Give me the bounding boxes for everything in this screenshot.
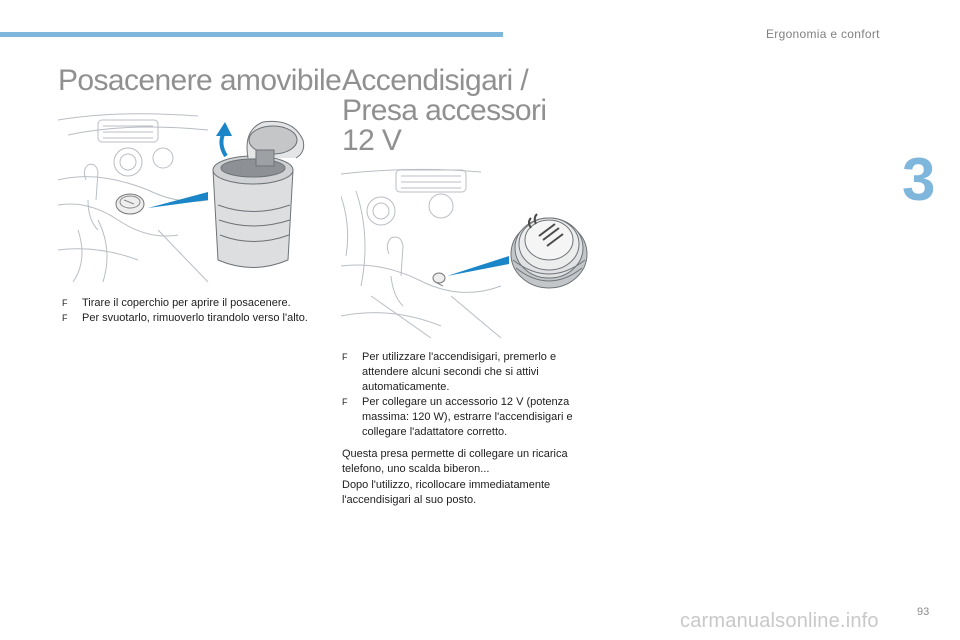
bullet-marker: F: [342, 352, 348, 362]
bullet-marker: F: [62, 298, 68, 308]
list-item-text: Per svuotarlo, rimuoverlo tirandolo verso l'alto.: [82, 312, 308, 324]
header-accent-bar: [0, 32, 503, 37]
curved-arrow-up-icon: [216, 122, 232, 156]
lighter-illustration: [341, 166, 593, 338]
lighter-instructions: [342, 350, 604, 440]
lighter-title: [342, 66, 546, 156]
bullet-marker: F: [62, 313, 68, 323]
lighter-title-line: 12 V: [342, 124, 402, 157]
section-name: Ergonomia e confort: [766, 27, 880, 41]
chapter-number: 3: [902, 146, 936, 213]
page-number: 93: [917, 606, 930, 618]
list-item: [62, 311, 324, 326]
bullet-marker: F: [342, 397, 348, 407]
list-item: [62, 296, 324, 311]
list-item-text: Per utilizzare l'accendisigari, premerlo e attendere alcuni secondi che si attivi automaticamente.: [362, 351, 557, 393]
lighter-note: Dopo l'utilizzo, ricollocare immediatamente l'accendisigari al suo posto.: [342, 479, 551, 506]
list-item: [342, 350, 604, 395]
list-item-text: Tirare il coperchio per aprire il posacenere.: [82, 297, 291, 309]
lighter-title-line: Accendisigari /: [342, 64, 529, 97]
ashtray-instructions: [62, 296, 324, 326]
list-item-text: Per collegare un accessorio 12 V (potenza massima: 120 W), estrarre l'accendisigari e collegare l'adattatore corretto.: [362, 396, 573, 438]
lighter-title-line: Presa accessori: [342, 94, 547, 127]
ashtray-illustration: [58, 110, 310, 282]
list-item: [342, 395, 604, 440]
ashtray-title: Posacenere amovibile: [58, 64, 342, 97]
watermark: carmanualsonline.info: [680, 610, 879, 632]
lighter-note: Questa presa permette di collegare un ricarica telefono, uno scalda biberon...: [342, 448, 568, 475]
